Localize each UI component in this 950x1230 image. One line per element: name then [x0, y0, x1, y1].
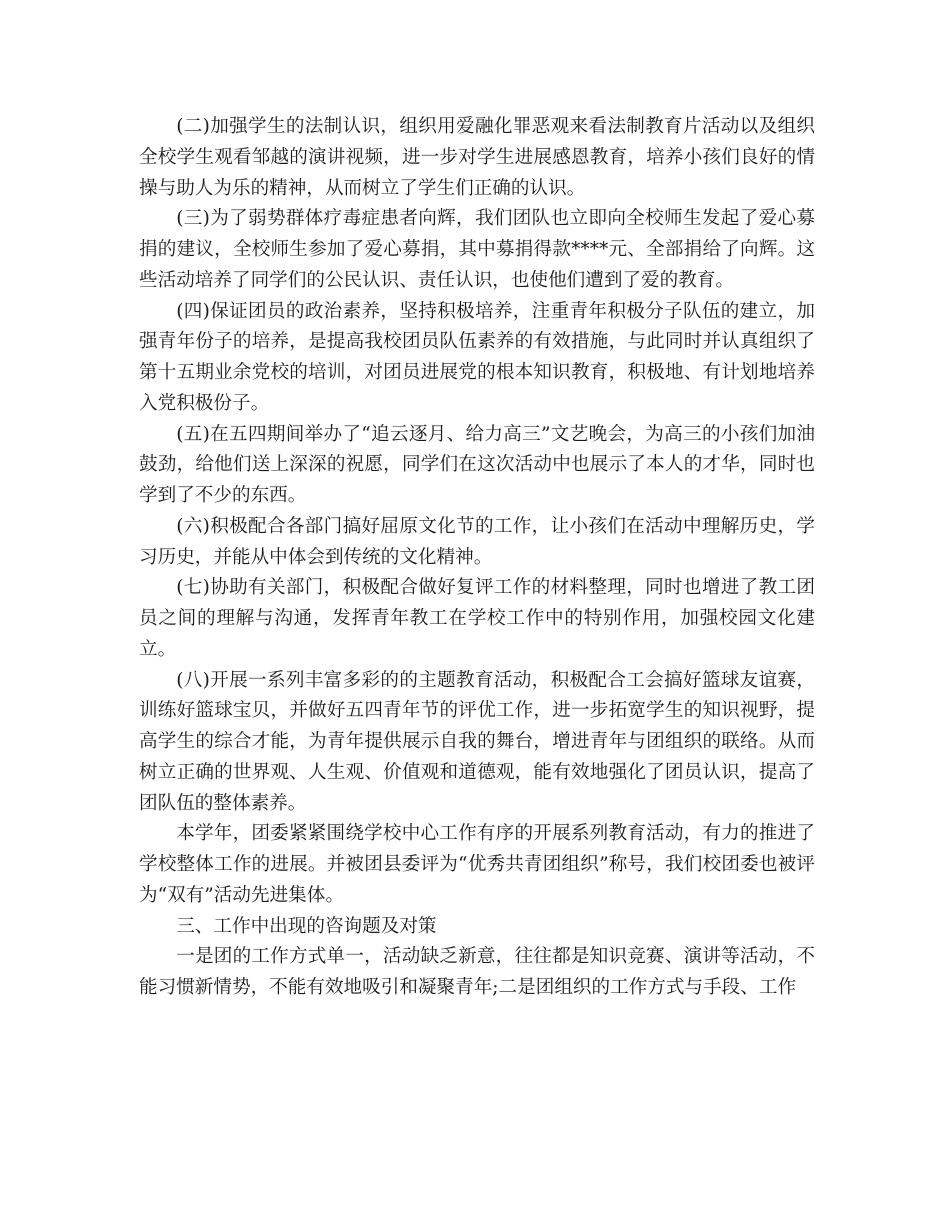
paragraph-7: (七)协助有关部门，积极配合做好复评工作的材料整理，同时也增进了教工团员之间的理解与沟通，发挥青年教工在学校工作中的特别作用，加强校园文化建立。 — [139, 577, 815, 660]
paragraph-4: (四)保证团员的政治素养，坚持积极培养，注重青年积极分子队伍的建立，加强青年份子的培养，是提高我校团员队伍素养的有效措施，与此同时并认真组织了第十五期业余党校的培训，对团员进展党的根本知识教育，积极地、有计划地培养入党积极份子。 — [139, 300, 815, 414]
paragraph-2: (二)加强学生的法制认识，组织用爱融化罪恶观来看法制教育片活动以及组织全校学生观看邹越的演讲视频，进一步对学生进展感恩教育，培养小孩们良好的情操与助人为乐的精神，从而树立了学生们正确的认识。 — [139, 116, 815, 199]
summary-paragraph: 本学年，团委紧紧围绕学校中心工作有序的开展系列教育活动，有力的推进了学校整体工作的进展。并被团县委评为“优秀共青团组织”称号，我们校团委也被评为“双有”活动先进集体。 — [139, 823, 815, 906]
document-body — [139, 112, 815, 1004]
paragraph-3: (三)为了弱势群体疗毒症患者向辉，我们团队也立即向全校师生发起了爱心募捐的建议，全校师生参加了爱心募捐，其中募捐得款****元、全部捐给了向辉。这些活动培养了同学们的公民认识、责任认识，也使他们遭到了爱的教育。 — [139, 208, 815, 291]
paragraph-8: (八)开展一系列丰富多彩的的主题教育活动，积极配合工会搞好篮球友谊赛，训练好篮球宝贝，并做好五四青年节的评优工作，进一步拓宽学生的知识视野，提高学生的综合才能，为青年提供展示自我的舞台，增进青年与团组织的联络。从而树立正确的世界观、人生观、价值观和道德观，能有效地强化了团员认识，提高了团队伍的整体素养。 — [139, 669, 815, 814]
paragraph-6: (六)积极配合各部门搞好屈原文化节的工作，让小孩们在活动中理解历史，学习历史，并能从中体会到传统的文化精神。 — [139, 515, 815, 568]
paragraph-5: (五)在五四期间举办了“追云逐月、给力高三”文艺晚会，为高三的小孩们加油鼓劲，给他们送上深深的祝愿，同学们在这次活动中也展示了本人的才华，同时也学到了不少的东西。 — [139, 423, 815, 506]
section-heading: 三、工作中出现的咨询题及对策 — [176, 915, 437, 937]
issues-paragraph: 一是团的工作方式单一，活动缺乏新意，往往都是知识竞赛、演讲等活动，不能习惯新情势，不能有效地吸引和凝聚青年;二是团组织的工作方式与手段、工作 — [139, 946, 815, 998]
